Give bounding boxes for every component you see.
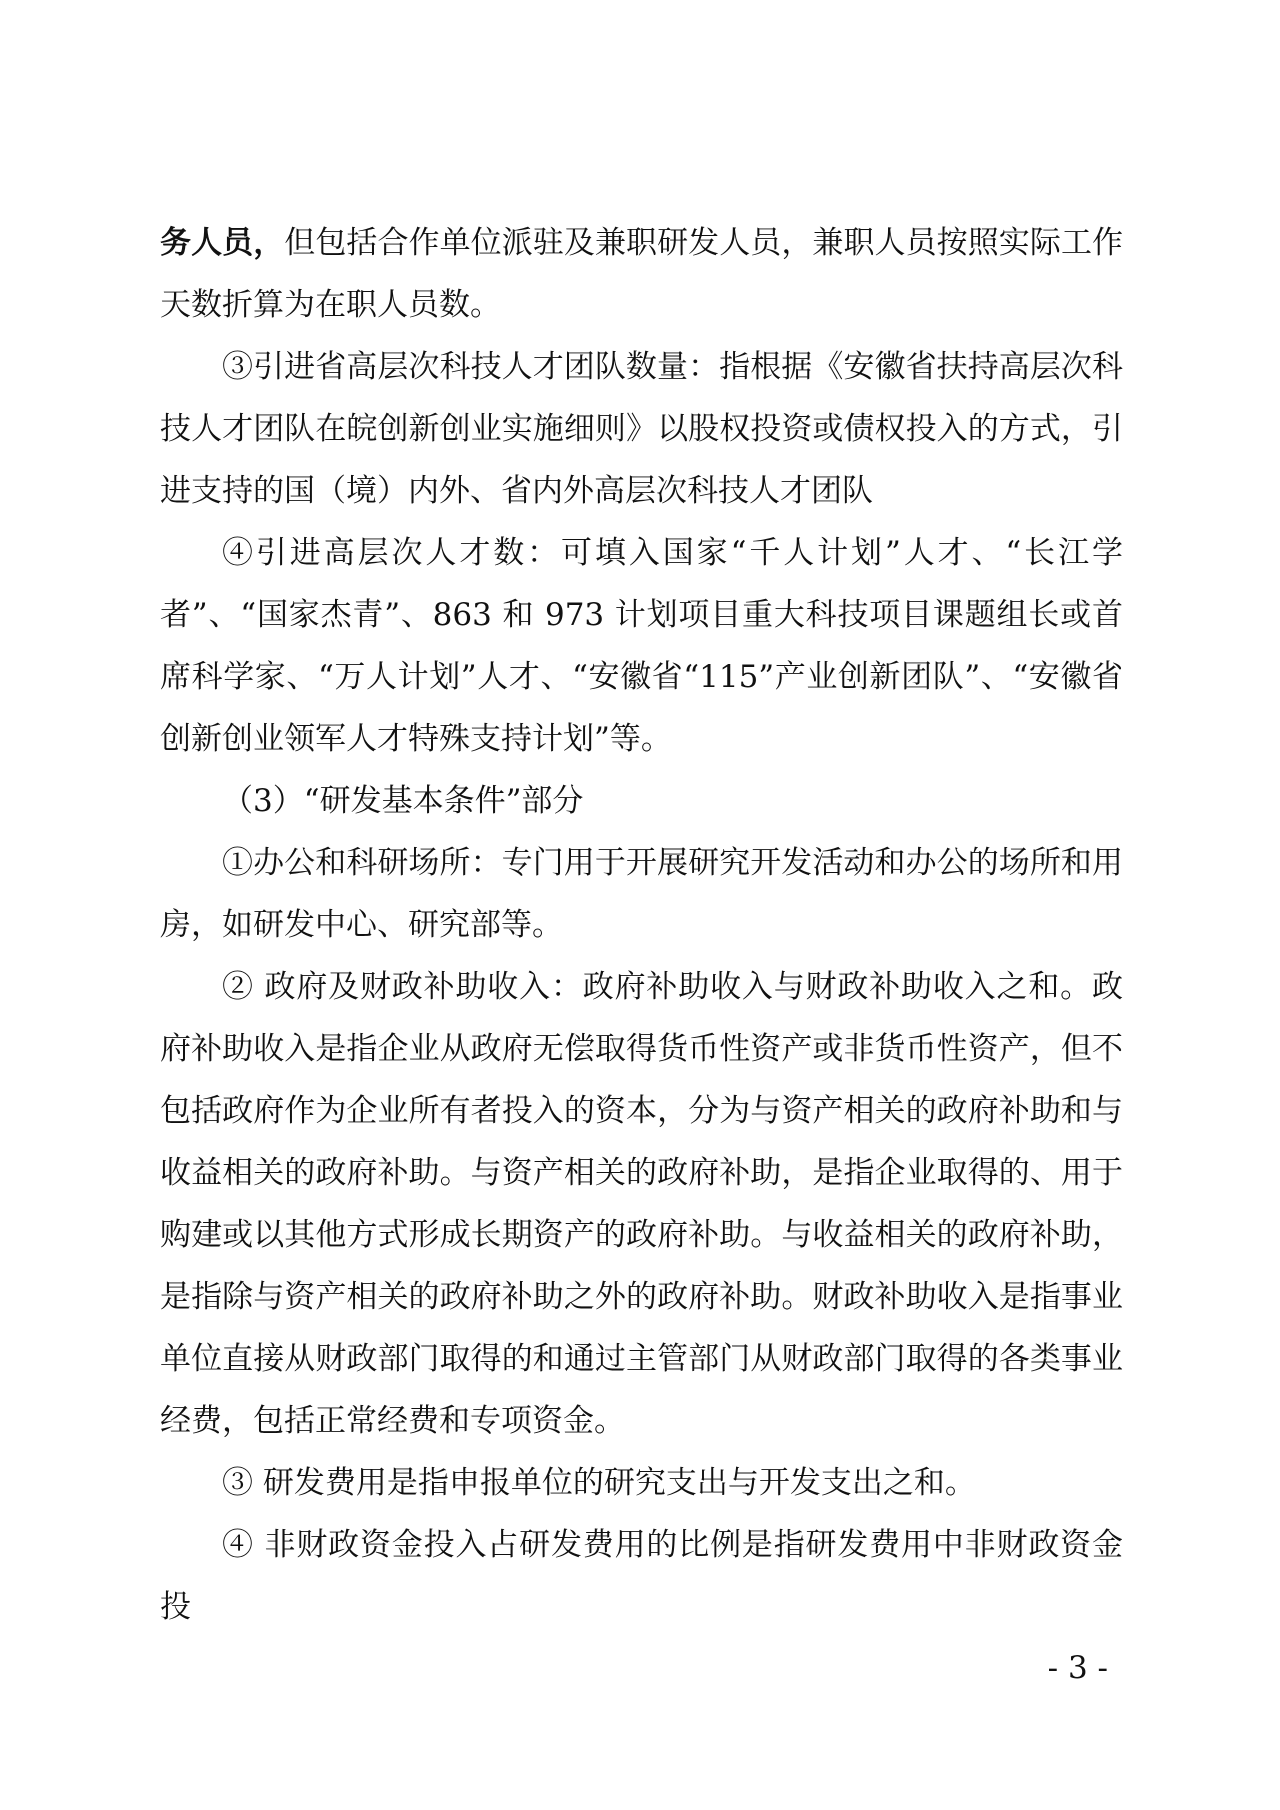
paragraph-non-fiscal-ratio: ④ 非财政资金投入占研发费用的比例是指研发费用中非财政资金投 bbox=[160, 1527, 1123, 1625]
paragraph-office-research-space: ①办公和科研场所：专门用于开展研究开发活动和办公的场所和用房，如研发中心、研究部等。 bbox=[160, 845, 1123, 943]
paragraph-government-subsidy: ② 政府及财政补助收入：政府补助收入与财政补助收入之和。政府补助收入是指企业从政府无偿取得货币性资产或非货币性资产，但不包括政府作为企业所有者投入的资本，分为与资产相关的政府补助和与收益相关的政府补助。与资产相关的政府补助，是指企业取得的、用于购建或以其他方式形成长期资产的政府补助。与收益相关的政府补助，是指除与资产相关的政府补助之外的政府补助。财政补助收入是指事业单位直接从财政部门取得的和通过主管部门从财政部门取得的各类事业经费，包括正常经费和专项资金。 bbox=[160, 969, 1123, 1439]
document-body bbox=[160, 212, 1123, 1638]
page-number: - 3 - bbox=[1047, 1650, 1108, 1686]
paragraph-rd-expense: ③ 研发费用是指申报单位的研究支出与开发支出之和。 bbox=[222, 1465, 976, 1501]
paragraph-continuation bbox=[160, 212, 1123, 336]
paragraph-high-level-talent: ④引进高层次人才数：可填入国家“千人计划”人才、“长江学者”、“国家杰青”、863 和 973 计划项目重大科技项目课题组长或首席科学家、“万人计划”人才、“安徽省“115”产业创新团队”、“安徽省创新创业领军人才特殊支持计划”等。 bbox=[160, 535, 1123, 757]
section-heading-rd-conditions: （3）“研发基本条件”部分 bbox=[222, 783, 584, 819]
bold-lead-text: 务人员， bbox=[160, 225, 285, 261]
paragraph-talent-teams: ③引进省高层次科技人才团队数量：指根据《安徽省扶持高层次科技人才团队在皖创新创业实施细则》以股权投资或债权投入的方式，引进支持的国（境）内外、省内外高层次科技人才团队 bbox=[160, 349, 1123, 509]
continuation-text: 但包括合作单位派驻及兼职研发人员，兼职人员按照实际工作天数折算为在职人员数。 bbox=[160, 225, 1124, 323]
